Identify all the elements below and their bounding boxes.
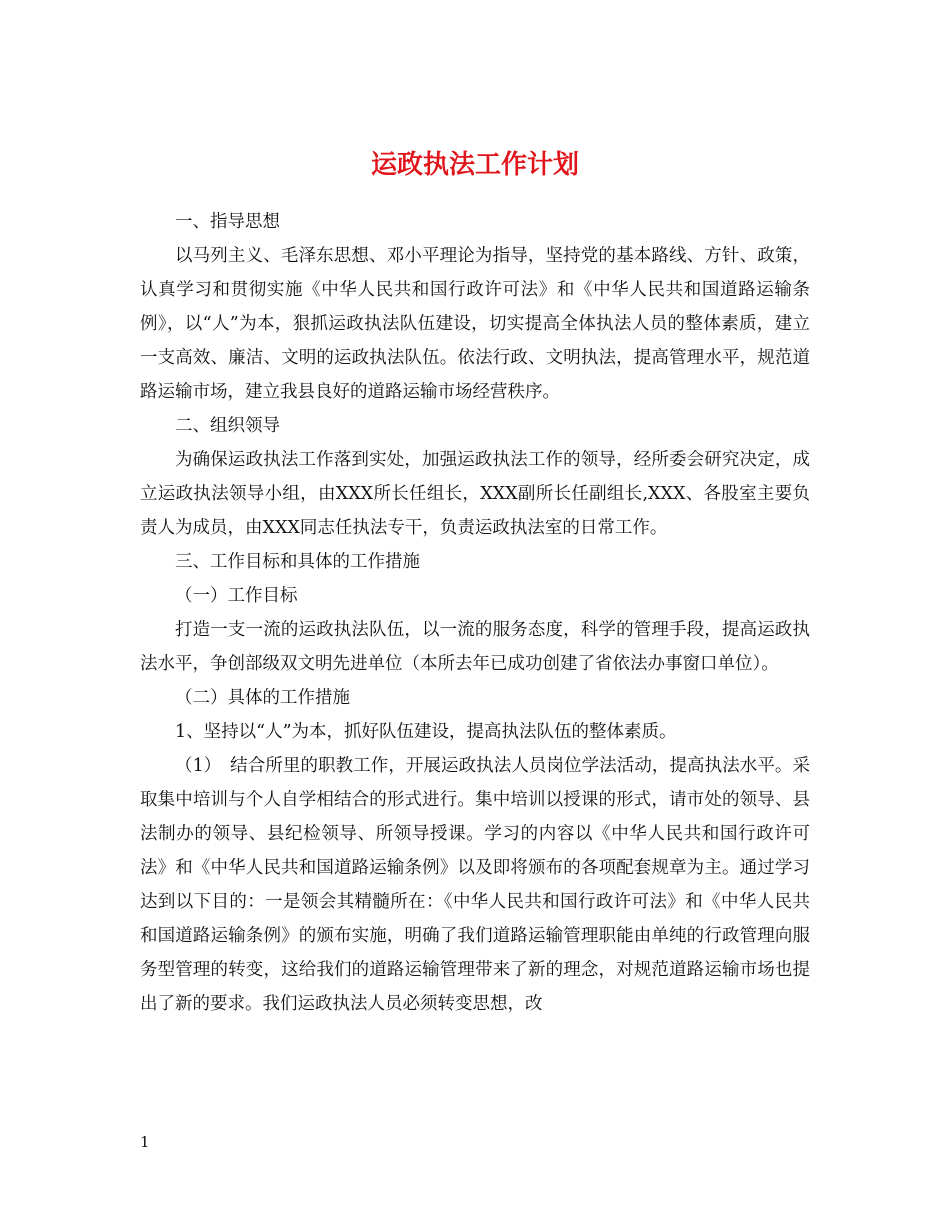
paragraph-goals: 打造一支一流的运政执法队伍，以一流的服务态度，科学的管理手段，提高运政执法水平，争创部级双文明先进单位（本所去年已成功创建了省依法办事窗口单位）。 xyxy=(140,620,810,674)
subheading-goals: （一）工作目标 xyxy=(175,586,298,606)
section-heading-guiding-ideology: 一、指导思想 xyxy=(175,212,280,232)
document-title: 运政执法工作计划 xyxy=(370,150,579,181)
document-body xyxy=(140,205,810,1021)
section-heading-organization: 二、组织领导 xyxy=(175,416,280,436)
section-heading-goals-measures: 三、工作目标和具体的工作措施 xyxy=(175,552,420,572)
paragraph-measure-1-1: （1） 结合所里的职教工作，开展运政执法人员岗位学法活动，提高执法水平。采取集中培训与个人自学相结合的形式进行。集中培训以授课的形式，请市处的领导、县法制办的领导、县纪检领导、所领导授课。学习的内容以《中华人民共和国行政许可法》和《中华人民共和国道路运输条例》以及即将颁布的各项配套规章为主。通过学习达到以下目的：一是领会其精髓所在：《中华人民共和国行政许可法》和《中华人民共和国道路运输条例》的颁布实施，明确了我们道路运输管理职能由单纯的行政管理向服务型管理的转变，这给我们的道路运输管理带来了新的理念，对规范道路运输市场也提出了新的要求。我们运政执法人员必须转变思想，改 xyxy=(140,756,810,1014)
page-number: 1 xyxy=(140,1133,150,1151)
subheading-measures: （二）具体的工作措施 xyxy=(175,688,350,708)
paragraph-measure-1: 1、坚持以“人”为本，抓好队伍建设，提高执法队伍的整体素质。 xyxy=(175,722,677,742)
paragraph-guiding-ideology: 以马列主义、毛泽东思想、邓小平理论为指导，坚持党的基本路线、方针、政策，认真学习和贯彻实施《中华人民共和国行政许可法》和《中华人民共和国道路运输条例》，以“人”为本，狠抓运政执法队伍建设，切实提高全体执法人员的整体素质，建立一支高效、廉洁、文明的运政执法队伍。依法行政、文明执法，提高管理水平，规范道路运输市场，建立我县良好的道路运输市场经营秩序。 xyxy=(140,246,810,402)
paragraph-organization: 为确保运政执法工作落到实处，加强运政执法工作的领导，经所委会研究决定，成立运政执法领导小组，由XXX所长任组长，XXX副所长任副组长,XXX、各股室主要负责人为成员，由XXX同志任执法专干，负责运政执法室的日常工作。 xyxy=(140,450,810,538)
